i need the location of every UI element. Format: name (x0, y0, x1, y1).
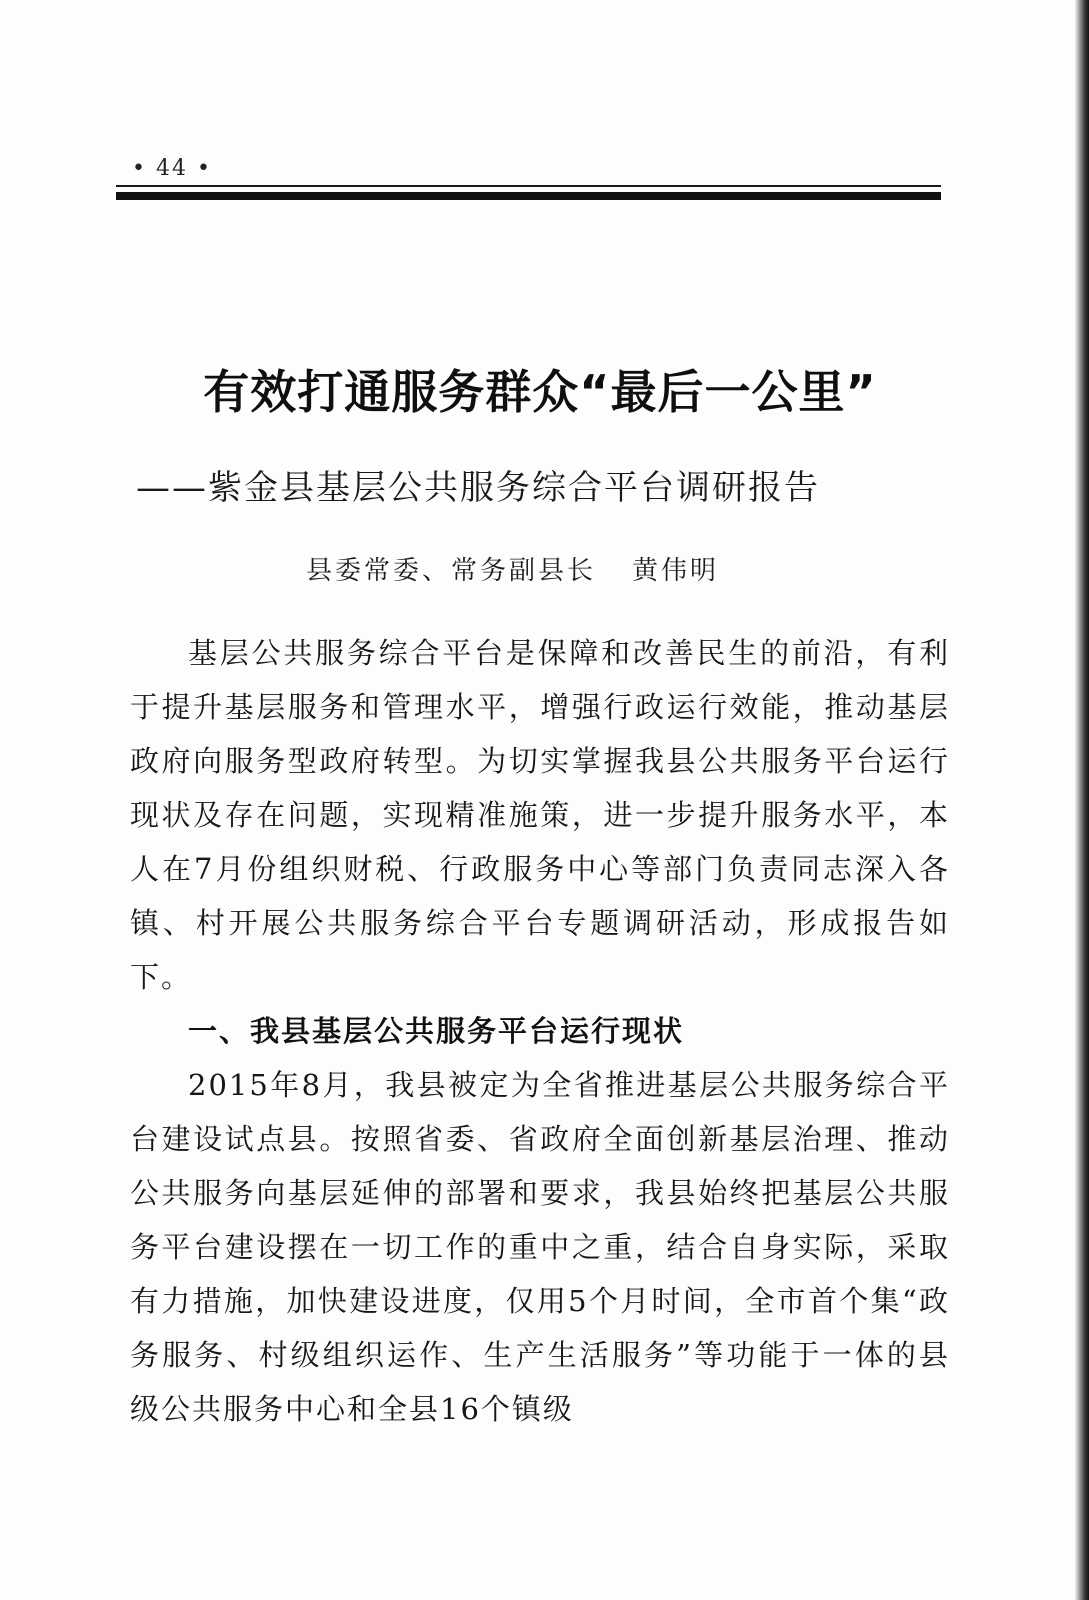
body-paragraph: 基层公共服务综合平台是保障和改善民生的前沿，有利于提升基层服务和管理水平，增强行政运行效能，推动基层政府向服务型政府转型。为切实掌握我县公共服务平台运行现状及存在问题，实现精准施策，进一步提升服务水平，本人在7月份组织财税、行政服务中心等部门负责同志深入各镇、村开展公共服务综合平台专题调研活动，形成报告如下。 (130, 636, 950, 994)
header-rule-thick (116, 192, 941, 200)
scan-edge (1075, 0, 1089, 1600)
article-title: 有效打通服务群众“最后一公里” (203, 365, 877, 419)
article-body (130, 626, 950, 1436)
page-number: • 44 • (132, 156, 212, 181)
body-paragraph: 2015年8月，我县被定为全省推进基层公共服务综合平台建设试点县。按照省委、省政府全面创新基层治理、推动公共服务向基层延伸的部署和要求，我县始终把基层公共服务平台建设摆在一切工作的重中之重，结合自身实际，采取有力措施，加快建设进度，仅用5个月时间，全市首个集“政务服务、村级组织运作、生产生活服务”等功能于一体的县级公共服务中心和全县16个镇级 (130, 1068, 950, 1426)
author-byline (306, 550, 719, 587)
author-name: 黄伟明 (632, 556, 720, 586)
author-role: 县委常委、常务副县长 (306, 556, 597, 586)
article-subtitle: ——紫金县基层公共服务综合平台调研报告 (136, 468, 820, 508)
header-rule-thin (116, 185, 941, 187)
section-heading: 一、我县基层公共服务平台运行现状 (188, 1014, 685, 1048)
